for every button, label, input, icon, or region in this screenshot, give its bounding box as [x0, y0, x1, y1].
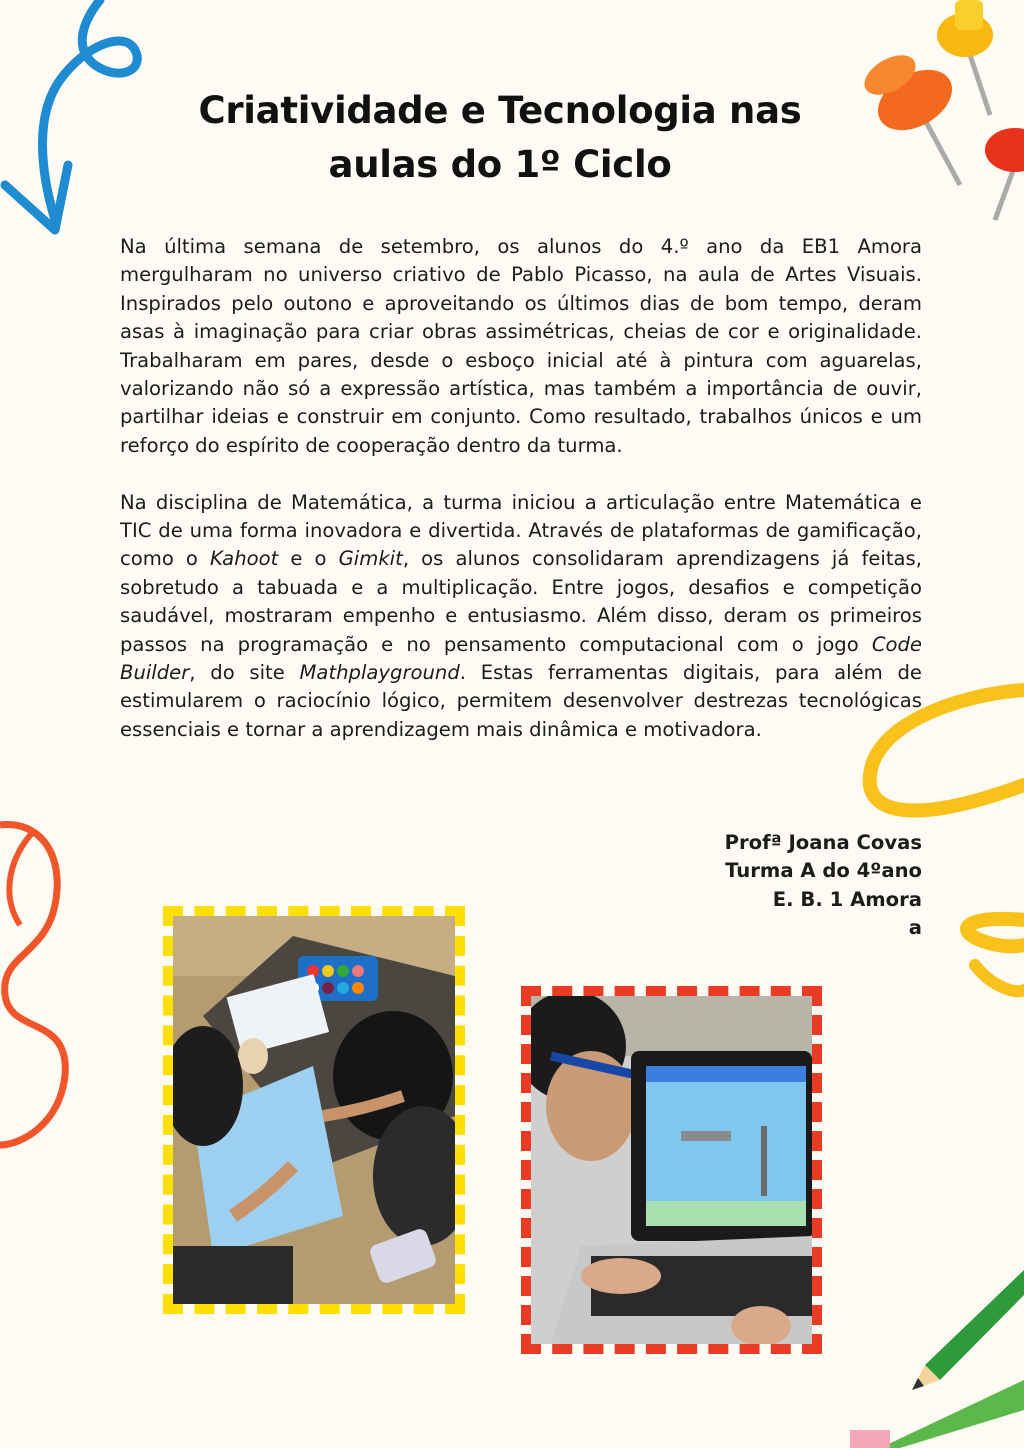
text-segment: e o — [278, 547, 339, 571]
title-line-2: aulas do 1º Ciclo — [328, 143, 672, 186]
code-builder-name: Code Builder — [120, 632, 922, 685]
child-at-laptop-photo — [521, 986, 822, 1354]
mathplayground-name: Mathplayground — [299, 661, 460, 685]
push-pins-icon — [855, 0, 1024, 230]
title-line-1: Criatividade e Tecnologia nas — [198, 89, 802, 132]
children-painting-photo — [163, 906, 465, 1314]
child-at-laptop-photo-icon — [531, 996, 812, 1344]
gimkit-name: Gimkit — [338, 547, 403, 571]
text-segment: . Estas ferramentas digitais, para além de estimularem o raciocínio lógico, permitem desenvolver destrezas tecnológicas essenciais e tornar a aprendizagem mais dinâmica e motivadora. — [120, 661, 922, 741]
text-segment: Na disciplina de Matemática, a turma iniciou a articulação entre Matemática e TIC de uma forma inovadora e divertida. Através de plataformas de gamificação, como o — [120, 490, 922, 571]
signature-block — [725, 829, 922, 943]
class-name: Turma A do 4ºano — [725, 859, 922, 883]
school-name: E. B. 1 Amora — [772, 887, 922, 911]
teacher-name: Profª Joana Covas — [724, 831, 922, 854]
text-segment: , os alunos consolidaram aprendizagens já feitas, sobretudo a tabuada e a multiplicação. Entre jogos, desafios e competição saudável, mostraram empenho e entusiasmo. Além disso, deram os primeiros passos na programação e no pensamento computacional com o jogo — [120, 547, 922, 656]
blue-curly-arrow-icon — [0, 0, 150, 250]
text-segment: , do site — [189, 661, 300, 685]
kahoot-name: Kahoot — [210, 547, 279, 571]
stray-letter: a — [908, 916, 922, 940]
paragraph-art-class: Na última semana de setembro, os alunos do 4.º ano da EB1 Amora mergulharam no universo criativo de Pablo Picasso, na aula de Artes Visuais. Inspirados pelo outono e aproveitando os últimos dias de bom tempo, deram asas à imaginação para criar obras assimétricas, cheias de cor e originalidade. Trabalharam em pares, desde o esboço inicial até à pintura com aguarelas, valorizando não só a expressão artística, mas também a importância de ouvir, partilhar ideias e construir em conjunto. Como resultado, trabalhos únicos e um reforço do espírito de cooperação dentro da turma. — [120, 235, 922, 457]
article-body — [120, 233, 922, 773]
paragraph-math-class — [120, 489, 922, 745]
orange-scribble-icon — [0, 815, 80, 1155]
page-title — [150, 84, 850, 192]
pencils-icon — [830, 1250, 1024, 1448]
children-painting-photo-icon — [173, 916, 455, 1304]
